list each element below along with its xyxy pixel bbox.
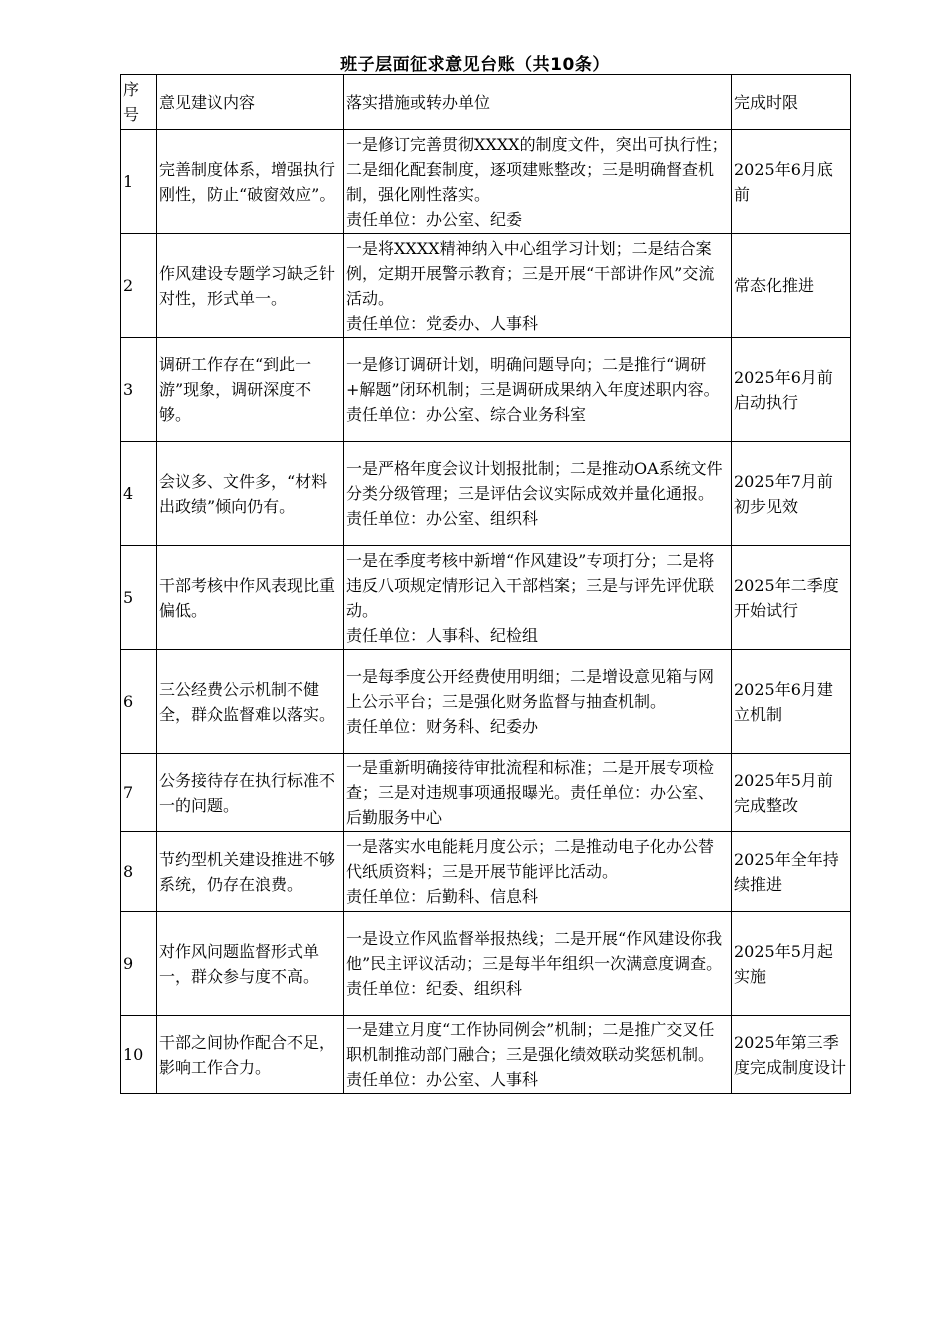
row-measure: 一是重新明确接待审批流程和标准；二是开展专项检查；三是对违规事项通报曝光。责任单位：办公室、后勤服务中心 (346, 758, 715, 827)
row-measure-cell (344, 832, 732, 912)
row-measure-cell (344, 442, 732, 546)
header-deadline: 完成时限 (732, 75, 851, 130)
row-deadline: 2025年5月起实施 (732, 912, 851, 1016)
row-measure-cell (344, 338, 732, 442)
row-number: 3 (121, 338, 157, 442)
row-measure: 一是严格年度会议计划报批制；二是推动OA系统文件分类分级管理；三是评估会议实际成效并量化通报。 (346, 459, 723, 503)
row-deadline: 2025年7月前初步见效 (732, 442, 851, 546)
row-issue: 节约型机关建设推进不够系统，仍存在浪费。 (157, 832, 344, 912)
row-measure: 一是建立月度“工作协同例会”机制；二是推广交叉任职机制推动部门融合；三是强化绩效联动奖惩机制。责任单位：办公室、人事科 (346, 1020, 715, 1089)
row-measure: 一是每季度公开经费使用明细；二是增设意见箱与网上公示平台；三是强化财务监督与抽查机制。 (346, 667, 715, 711)
header-measures: 落实措施或转办单位 (344, 75, 732, 130)
row-measure-cell (344, 754, 732, 832)
row-number: 6 (121, 650, 157, 754)
row-issue: 调研工作存在“到此一游”现象，调研深度不够。 (157, 338, 344, 442)
table-row (121, 546, 851, 650)
row-measure: 一是落实水电能耗月度公示；二是推动电子化办公替代纸质资料；三是开展节能评比活动。 (346, 837, 715, 881)
row-owner: 责任单位：财务科、纪委办 (346, 717, 539, 736)
row-deadline: 2025年6月建立机制 (732, 650, 851, 754)
table-row (121, 650, 851, 754)
table-row (121, 130, 851, 234)
row-issue: 公务接待存在执行标准不一的问题。 (157, 754, 344, 832)
row-issue: 作风建设专题学习缺乏针对性，形式单一。 (157, 234, 344, 338)
row-number: 5 (121, 546, 157, 650)
table-row (121, 832, 851, 912)
row-owner: 责任单位：纪委、组织科 (346, 979, 523, 998)
row-measure: 一是修订完善贯彻XXXX的制度文件，突出可执行性；二是细化配套制度，逐项建账整改；三是明确督查机制，强化刚性落实。 (346, 134, 728, 204)
row-number: 10 (121, 1016, 157, 1094)
row-deadline: 2025年5月前完成整改 (732, 754, 851, 832)
row-issue: 三公经费公示机制不健全，群众监督难以落实。 (157, 650, 344, 754)
table-row (121, 338, 851, 442)
row-measure: 一是设立作风监督举报热线；二是开展“作风建设你我他”民主评议活动；三是每半年组织一次满意度调查。 (346, 929, 723, 973)
header-issue: 意见建议内容 (157, 75, 344, 130)
table-header-row (121, 75, 851, 130)
row-owner: 责任单位：办公室、组织科 (346, 509, 539, 528)
row-issue: 对作风问题监督形式单一，群众参与度不高。 (157, 912, 344, 1016)
row-measure-cell (344, 650, 732, 754)
table-row (121, 754, 851, 832)
row-number: 7 (121, 754, 157, 832)
row-number: 1 (121, 130, 157, 234)
row-measure-cell (344, 1016, 732, 1094)
row-measure-cell (344, 234, 732, 338)
row-number: 2 (121, 234, 157, 338)
row-issue: 干部之间协作配合不足，影响工作合力。 (157, 1016, 344, 1094)
document-title: 班子层面征求意见台账（共10条） (340, 55, 610, 75)
row-number: 4 (121, 442, 157, 546)
row-measure-cell (344, 546, 732, 650)
row-issue: 完善制度体系，增强执行刚性，防止“破窗效应”。 (157, 130, 344, 234)
row-deadline: 2025年6月底前 (732, 130, 851, 234)
row-number: 9 (121, 912, 157, 1016)
row-deadline: 2025年二季度开始试行 (732, 546, 851, 650)
row-measure: 一是将XXXX精神纳入中心组学习计划；二是结合案例，定期开展警示教育；三是开展“干部讲作风”交流活动。 (346, 238, 715, 308)
row-deadline: 2025年6月前启动执行 (732, 338, 851, 442)
row-issue: 干部考核中作风表现比重偏低。 (157, 546, 344, 650)
row-measure: 一是在季度考核中新增“作风建设”专项打分；二是将违反八项规定情形记入干部档案；三是与评先评优联动。 (346, 550, 715, 620)
row-deadline: 常态化推进 (732, 234, 851, 338)
row-owner: 责任单位：办公室、综合业务科室 (346, 405, 587, 424)
row-measure-cell (344, 130, 732, 234)
row-owner: 责任单位：办公室、纪委 (346, 209, 523, 229)
row-issue: 会议多、文件多，“材料出政绩”倾向仍有。 (157, 442, 344, 546)
header-no: 序号 (121, 75, 157, 130)
row-measure: 一是修订调研计划，明确问题导向；二是推行“调研+解题”闭环机制；三是调研成果纳入年度述职内容。 (346, 355, 720, 399)
row-owner: 责任单位：党委办、人事科 (346, 313, 539, 333)
row-deadline: 2025年全年持续推进 (732, 832, 851, 912)
row-number: 8 (121, 832, 157, 912)
row-deadline: 2025年第三季度完成制度设计 (732, 1016, 851, 1094)
table-row (121, 1016, 851, 1094)
table-row (121, 234, 851, 338)
row-measure-cell (344, 912, 732, 1016)
row-owner: 责任单位：后勤科、信息科 (346, 887, 539, 906)
row-owner: 责任单位：人事科、纪检组 (346, 625, 539, 645)
table-row (121, 442, 851, 546)
table-row (121, 912, 851, 1016)
opinion-ledger-table (120, 74, 851, 1094)
